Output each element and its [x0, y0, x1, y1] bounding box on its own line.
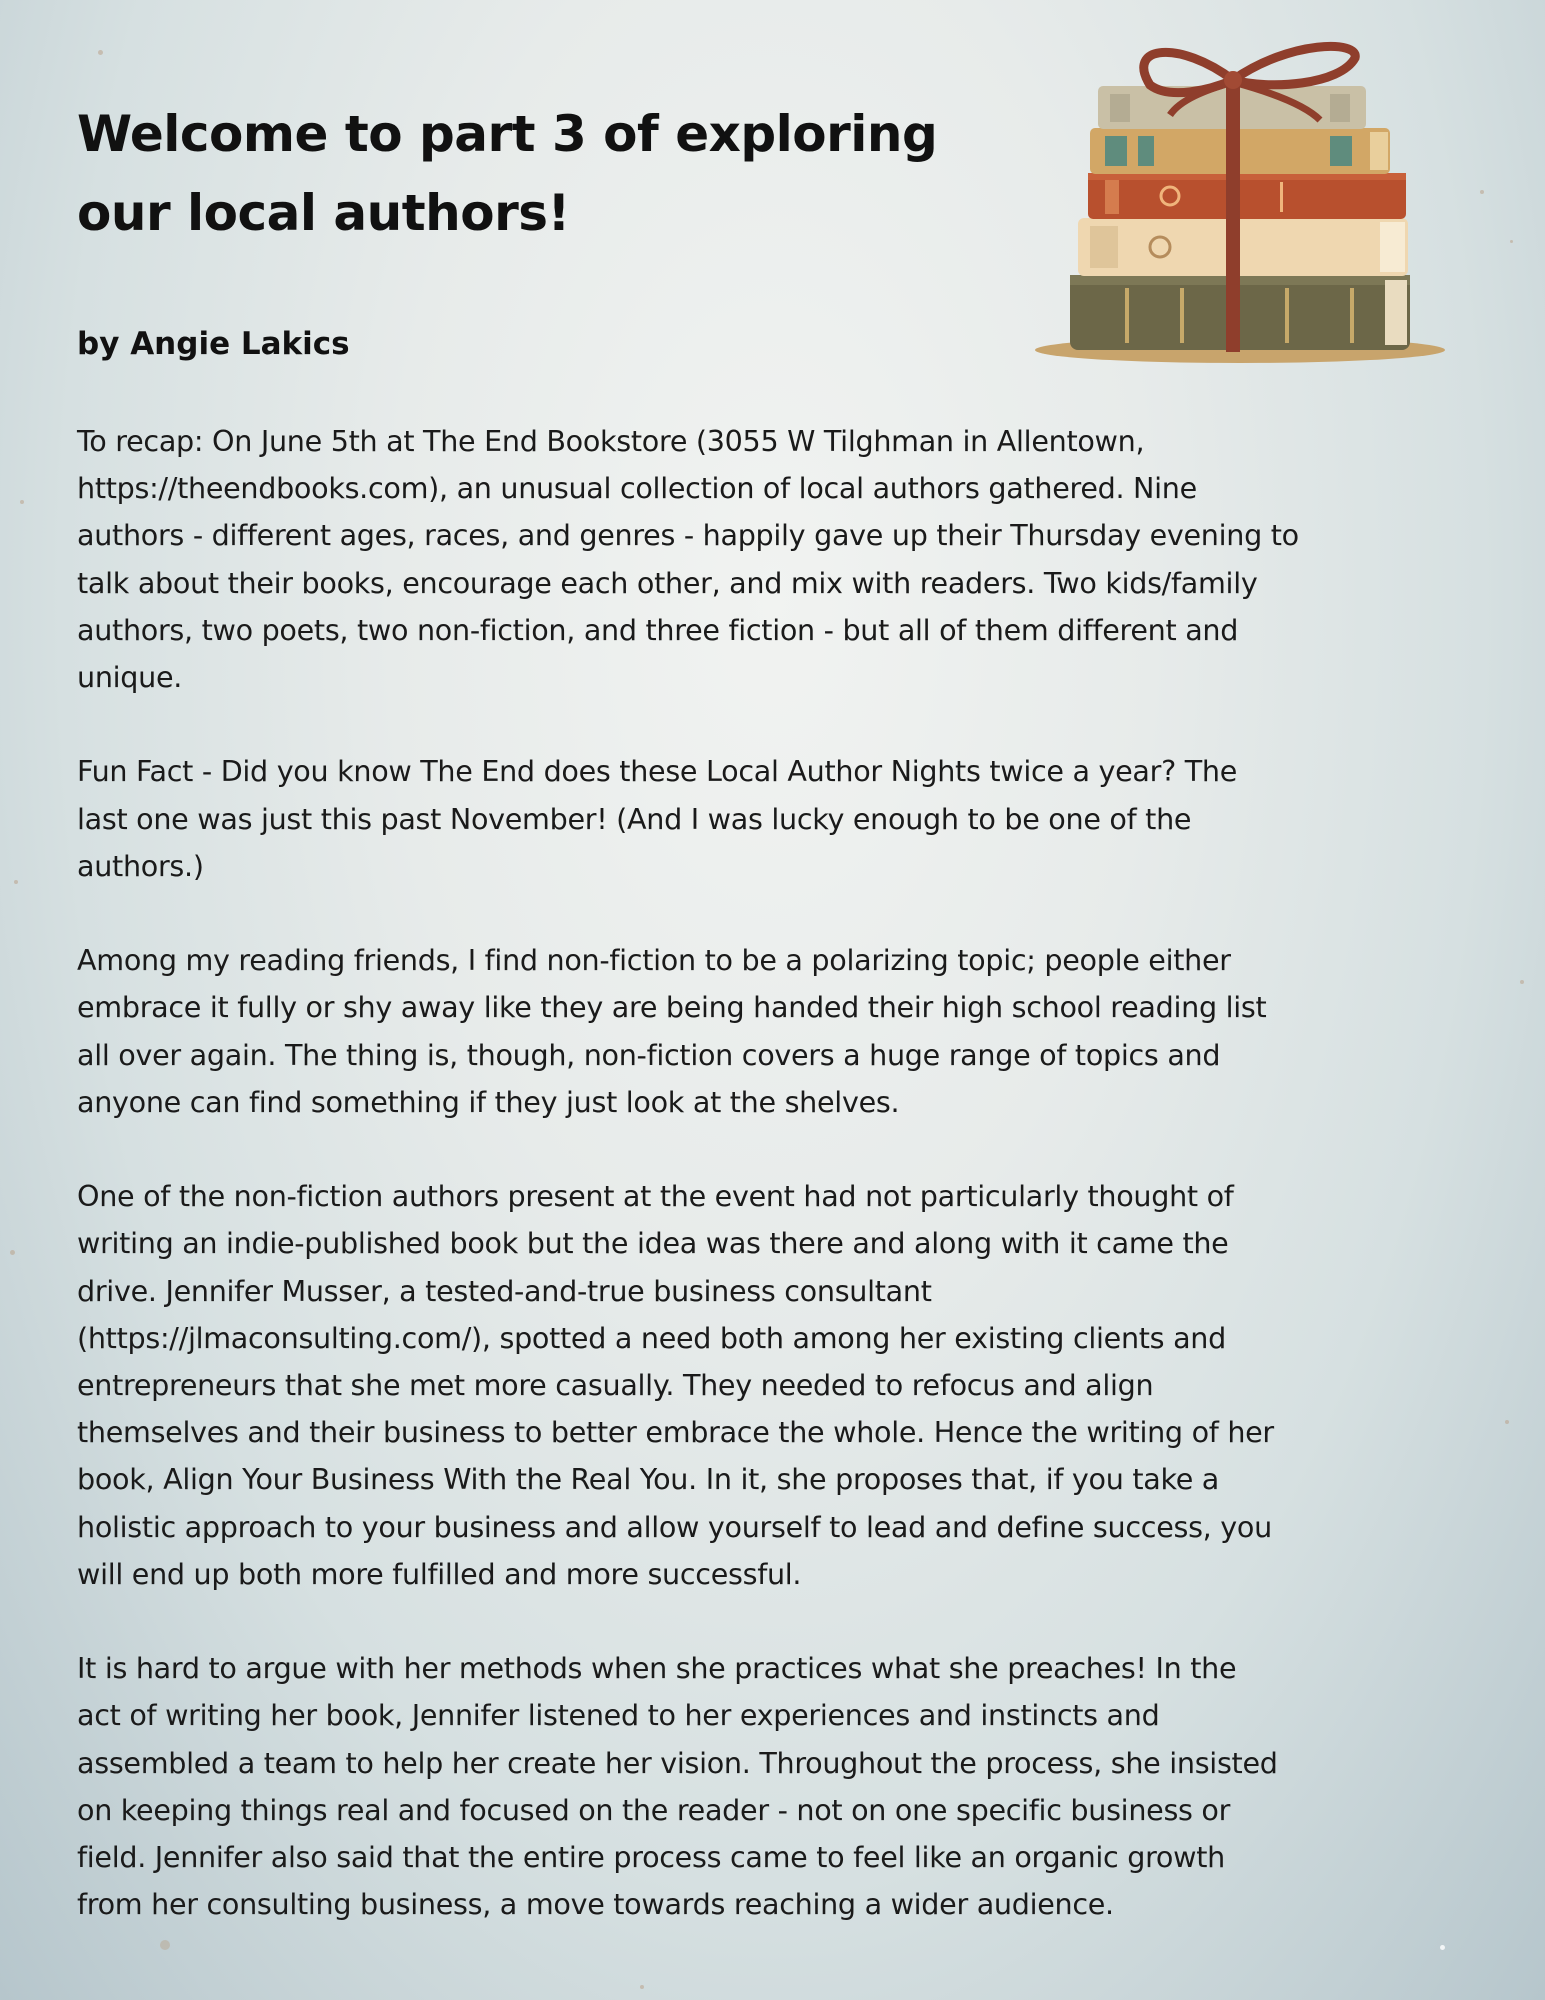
paragraph-methods: It is hard to argue with her methods when she practices what she preaches! In the act of writing her book, Jennifer listened to her experiences and instincts and assembled a team to help her create her vision. Throughout the process, she insisted on keeping things real and focused on the reader - not on one specific business or field. Jennifer also said that the entire process came to feel like an organic growth from her consulting business, a move towards reaching a wider audience.: [77, 1651, 1278, 1922]
speckle: [98, 50, 103, 55]
speckle: [640, 1985, 644, 1989]
speckle: [10, 1250, 15, 1255]
paragraph-non-fiction: Among my reading friends, I find non-fiction to be a polarizing topic; people either embrace it fully or shy away like they are being handed their high school reading list all over again. The thing is, though, non-fiction covers a huge range of topics and anyone can find something if they just look at the shelves.: [77, 943, 1267, 1119]
speckle: [20, 500, 24, 504]
speckle: [1505, 1420, 1509, 1424]
page-title-line-1: Welcome to part 3 of exploring: [77, 105, 938, 163]
paragraph-recap: To recap: On June 5th at The End Bookstore (3055 W Tilghman in Allentown, https://theendbooks.com), an unusual collection of local authors gathered. Nine authors - different ages, races, and genres - happily gave up their Thursday evening to talk about their books, encourage each other, and mix with readers. Two kids/family authors, two poets, two non-fiction, and three fiction - but all of them different and unique.: [77, 424, 1299, 695]
book-stack-with-ribbon-icon: [1030, 30, 1450, 375]
paragraph-fun-fact: Fun Fact - Did you know The End does these Local Author Nights twice a year? The last one was just this past November! (And I was lucky enough to be one of the authors.): [77, 754, 1238, 883]
paragraph-jennifer-musser: One of the non-fiction authors present at the event had not particularly thought of writing an indie-published book but the idea was there and along with it came the drive. Jennifer Musser, a tested-and-true business consultant (https://jlmaconsulting.com/), spotted a need both among her existing clients and entrepreneurs that she met more casually. They needed to refocus and align themselves and their business to better embrace the whole. Hence the writing of her book, Align Your Business With the Real You. In it, she proposes that, if you take a holistic approach to your business and allow yourself to lead and define success, you will end up both more fulfilled and more successful.: [77, 1179, 1274, 1591]
speckle: [1480, 190, 1484, 194]
speckle: [1510, 240, 1513, 243]
speckle: [1520, 980, 1524, 984]
article-body: [77, 418, 1477, 1976]
author-byline: by Angie Lakics: [77, 326, 350, 362]
page-title-line-2: our local authors!: [77, 184, 570, 242]
page-title: [77, 95, 957, 253]
speckle: [14, 880, 18, 884]
